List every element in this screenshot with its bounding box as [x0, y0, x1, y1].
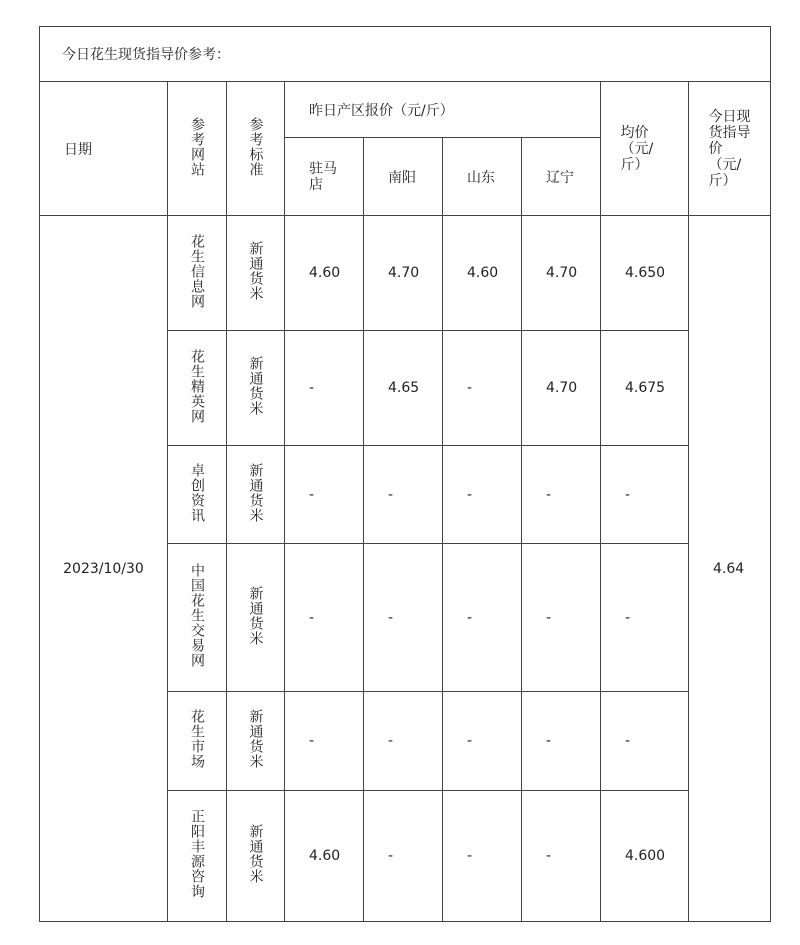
value-nanyang: 4.65 [364, 331, 443, 446]
value-liaoning: 4.70 [522, 216, 601, 331]
site-cell: 中国花生交易网 [168, 544, 227, 692]
guide-price-cell: 4.64 [689, 216, 771, 922]
header-site: 参考网站 [168, 82, 227, 216]
title-row [40, 27, 771, 82]
value-avg: - [601, 544, 689, 692]
site-cell: 卓创资讯 [168, 446, 227, 544]
header-region-nanyang: 南阳 [364, 138, 443, 216]
value-zhumadian: - [285, 446, 364, 544]
value-avg: 4.650 [601, 216, 689, 331]
standard-cell: 新通货米 [227, 791, 285, 922]
value-liaoning: - [522, 692, 601, 791]
value-avg: 4.600 [601, 791, 689, 922]
value-avg: 4.675 [601, 331, 689, 446]
value-liaoning: - [522, 791, 601, 922]
header-region-zhumadian: 驻马店 [285, 138, 364, 216]
value-avg: - [601, 692, 689, 791]
price-table [39, 26, 771, 922]
value-liaoning: - [522, 544, 601, 692]
standard-cell: 新通货米 [227, 331, 285, 446]
table-row [40, 216, 771, 331]
value-shandong: - [443, 544, 522, 692]
site-cell: 正阳丰源咨询 [168, 791, 227, 922]
standard-cell: 新通货米 [227, 544, 285, 692]
site-cell: 花生信息网 [168, 216, 227, 331]
site-cell: 花生市场 [168, 692, 227, 791]
value-shandong: - [443, 791, 522, 922]
header-region-liaoning: 辽宁 [522, 138, 601, 216]
value-nanyang: - [364, 692, 443, 791]
value-zhumadian: - [285, 692, 364, 791]
value-liaoning: - [522, 446, 601, 544]
standard-cell: 新通货米 [227, 692, 285, 791]
value-shandong: - [443, 692, 522, 791]
value-nanyang: - [364, 446, 443, 544]
header-region-shandong: 山东 [443, 138, 522, 216]
value-liaoning: 4.70 [522, 331, 601, 446]
value-zhumadian: - [285, 544, 364, 692]
header-standard: 参考标准 [227, 82, 285, 216]
standard-cell: 新通货米 [227, 446, 285, 544]
header-guide: 今日现货指导价（元/斤） [689, 82, 771, 216]
value-zhumadian: 4.60 [285, 216, 364, 331]
value-zhumadian: 4.60 [285, 791, 364, 922]
value-nanyang: - [364, 544, 443, 692]
value-shandong: - [443, 446, 522, 544]
value-zhumadian: - [285, 331, 364, 446]
value-nanyang: 4.70 [364, 216, 443, 331]
table-title: 今日花生现货指导价参考： [40, 27, 771, 82]
value-avg: - [601, 446, 689, 544]
value-shandong: 4.60 [443, 216, 522, 331]
date-cell: 2023/10/30 [40, 216, 168, 922]
value-shandong: - [443, 331, 522, 446]
header-region-group: 昨日产区报价（元/斤） [285, 82, 601, 138]
header-date: 日期 [40, 82, 168, 216]
header-avg: 均价（元/斤） [601, 82, 689, 216]
standard-cell: 新通货米 [227, 216, 285, 331]
value-nanyang: - [364, 791, 443, 922]
header-row-1 [40, 82, 771, 138]
site-cell: 花生精英网 [168, 331, 227, 446]
